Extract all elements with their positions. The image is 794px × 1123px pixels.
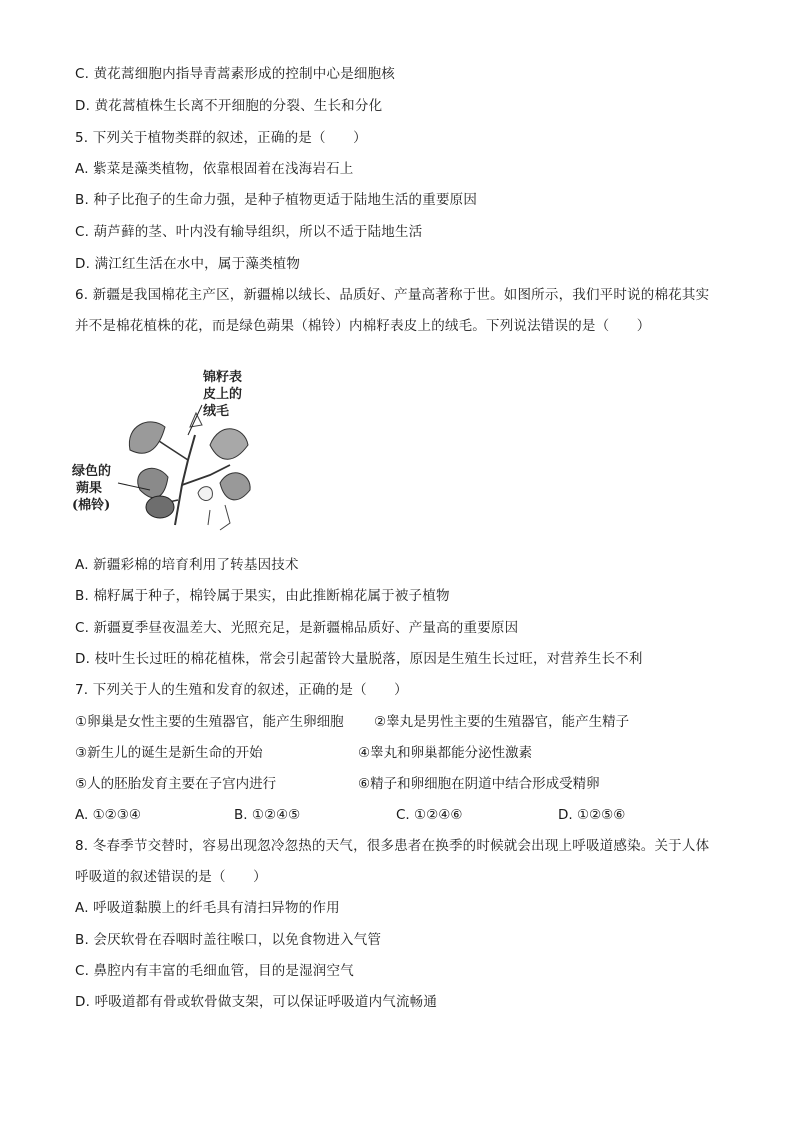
q7-option-b: B. ①②④⑤	[234, 807, 301, 823]
q6-option-b: B. 棉籽属于种子，棉铃属于果实，由此推断棉花属于被子植物	[75, 588, 450, 604]
q7-statement-1: ①卵巢是女性主要的生殖器官，能产生卵细胞	[75, 714, 344, 730]
q5-option-d: D. 满江红生活在水中，属于藻类植物	[75, 256, 301, 272]
q7-option-c: C. ①②④⑥	[396, 807, 463, 823]
q8-option-a: A. 呼吸道黏膜上的纤毛具有清扫异物的作用	[75, 900, 340, 916]
q7-statement-6: ⑥精子和卵细胞在阴道中结合形成受精卵	[358, 776, 600, 792]
q8-stem-line1: 8. 冬春季节交替时，容易出现忽冷忽热的天气，很多患者在换季的时候就会出现上呼吸道感染。关于人体	[75, 838, 710, 854]
q6-option-d: D. 枝叶生长过旺的棉花植株，常会引起蕾铃大量脱落，原因是生殖生长过旺，对营养生长不利	[75, 651, 643, 667]
q4-option-c: C. 黄花蒿细胞内指导青蒿素形成的控制中心是细胞核	[75, 66, 396, 82]
cotton-plant-illustration	[70, 365, 260, 535]
figure-label-top-3: 绒毛	[203, 404, 230, 419]
figure-label-top-2: 皮上的	[203, 387, 243, 402]
cotton-plant-figure	[70, 365, 260, 535]
q8-stem-line2: 呼吸道的叙述错误的是（ ）	[75, 869, 267, 885]
q6-stem-line1: 6. 新疆是我国棉花主产区，新疆棉以绒长、品质好、产量高著称于世。如图所示，我们平时说的棉花其实	[75, 287, 710, 303]
q7-statement-4: ④睾丸和卵巢都能分泌性激素	[358, 745, 533, 761]
figure-label-left-2: 蒴果	[76, 481, 103, 496]
q5-option-a: A. 紫菜是藻类植物，依靠根固着在浅海岩石上	[75, 161, 354, 177]
q5-option-b: B. 种子比孢子的生命力强，是种子植物更适于陆地生活的重要原因	[75, 192, 478, 208]
q6-option-c: C. 新疆夏季昼夜温差大、光照充足，是新疆棉品质好、产量高的重要原因	[75, 620, 519, 636]
figure-label-left-3: (棉铃)	[72, 498, 111, 513]
q4-option-d: D. 黄花蒿植株生长离不开细胞的分裂、生长和分化	[75, 98, 383, 114]
q7-option-a: A. ①②③④	[75, 807, 141, 823]
q8-option-b: B. 会厌软骨在吞咽时盖往喉口，以免食物进入气管	[75, 932, 382, 948]
figure-label-top-1: 锦籽表	[203, 370, 243, 385]
q7-stem: 7. 下列关于人的生殖和发育的叙述，正确的是（ ）	[75, 682, 408, 698]
q5-stem: 5. 下列关于植物类群的叙述，正确的是（ ）	[75, 130, 367, 146]
q7-option-d: D. ①②⑤⑥	[558, 807, 626, 823]
q7-statement-3: ③新生儿的诞生是新生命的开始	[75, 745, 263, 761]
q6-stem-line2: 并不是棉花植株的花，而是绿色蒴果（棉铃）内棉籽表皮上的绒毛。下列说法错误的是（ ）	[75, 318, 651, 334]
q7-statement-5: ⑤人的胚胎发育主要在子宫内进行	[75, 776, 277, 792]
q6-option-a: A. 新疆彩棉的培育利用了转基因技术	[75, 557, 299, 573]
q8-option-d: D. 呼吸道都有骨或软骨做支架，可以保证呼吸道内气流畅通	[75, 994, 438, 1010]
q7-statement-2: ②睾丸是男性主要的生殖器官，能产生精子	[374, 714, 630, 730]
q8-option-c: C. 鼻腔内有丰富的毛细血管，目的是湿润空气	[75, 963, 354, 979]
q5-option-c: C. 葫芦藓的茎、叶内没有输导组织，所以不适于陆地生活	[75, 224, 423, 240]
figure-label-left-1: 绿色的	[72, 464, 112, 479]
